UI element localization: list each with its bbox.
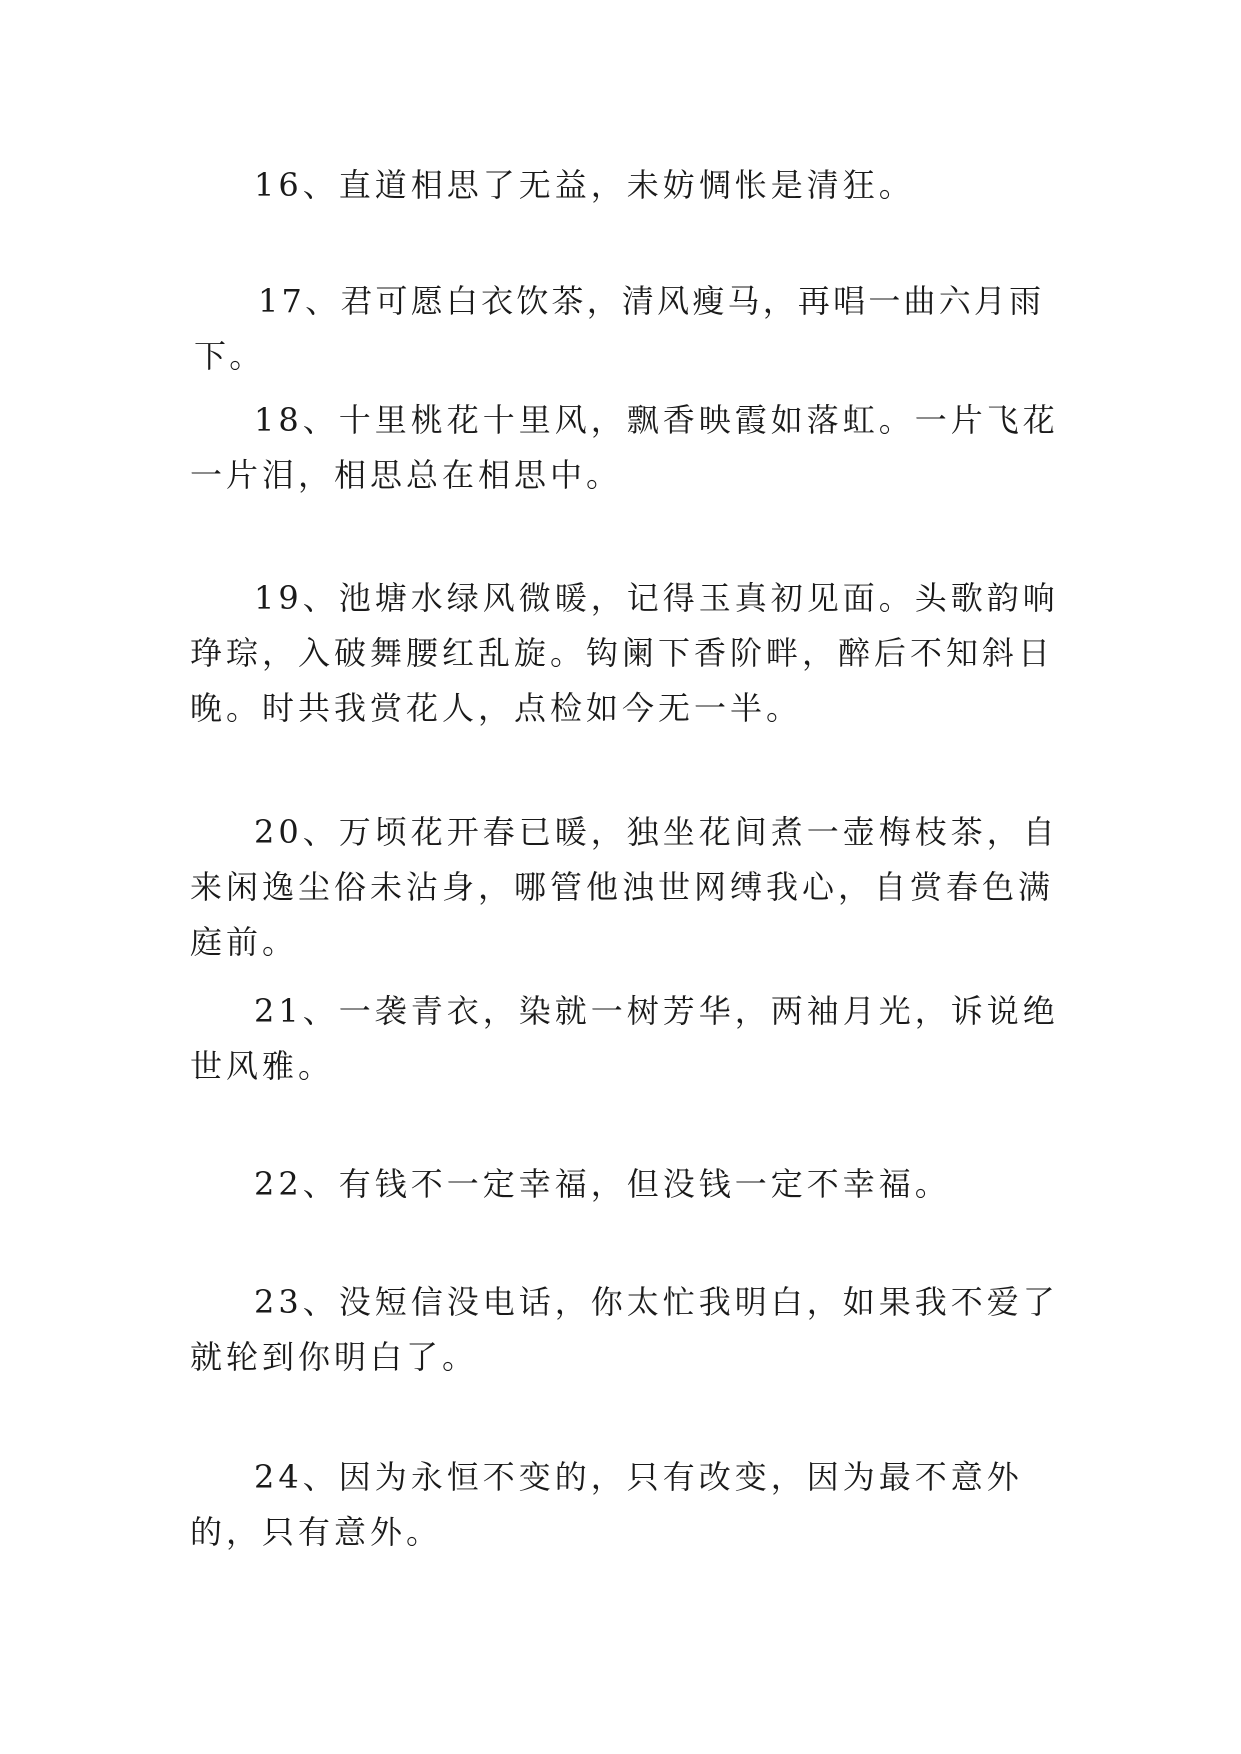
quote-20: 20、万顷花开春已暖，独坐花间煮一壶梅枝茶，自来闲逸尘俗未沾身，哪管他浊世网缚我心，自赏春色满庭前。 xyxy=(190,813,1059,961)
quote-21: 21、一袭青衣，染就一树芳华，两袖月光，诉说绝世风雅。 xyxy=(190,992,1059,1085)
quote-17: 17、君可愿白衣饮茶，清风瘦马，再唱一曲六月雨下。 xyxy=(194,282,1045,375)
quote-24: 24、因为永恒不变的，只有改变，因为最不意外的，只有意外。 xyxy=(190,1458,1023,1551)
quote-19: 19、池塘水绿风微暖，记得玉真初见面。头歌韵响琤琮，入破舞腰红乱旋。钩阑下香阶畔，醉后不知斜日晚。时共我赏花人，点检如今无一半。 xyxy=(190,579,1059,727)
quote-22: 22、有钱不一定幸福，但没钱一定不幸福。 xyxy=(254,1165,951,1203)
quote-23: 23、没短信没电话，你太忙我明白，如果我不爱了就轮到你明白了。 xyxy=(190,1283,1059,1376)
quote-18: 18、十里桃花十里风，飘香映霞如落虹。一片飞花一片泪，相思总在相思中。 xyxy=(190,401,1059,494)
quote-16: 16、直道相思了无益，未妨惆怅是清狂。 xyxy=(254,166,915,204)
